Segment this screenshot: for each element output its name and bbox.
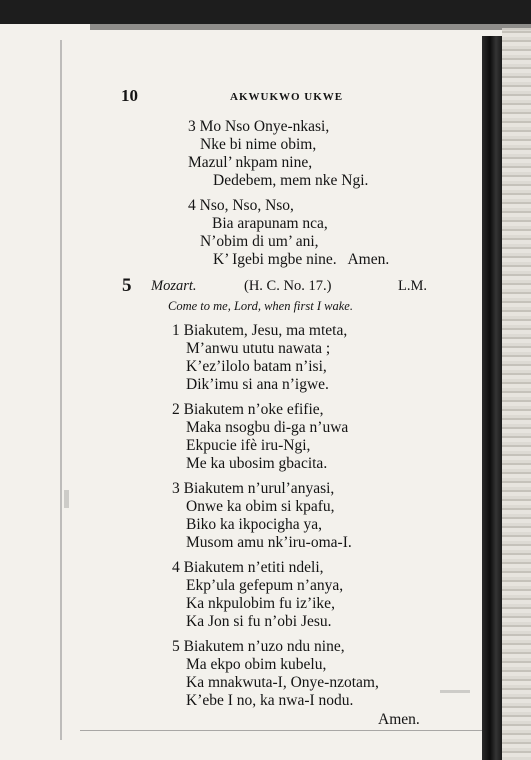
meter: L.M. <box>398 278 427 294</box>
verse-line: 1 Biakutem, Jesu, ma mteta, <box>172 322 348 339</box>
verse-line: K’ez’ilolo batam n’isi, <box>186 358 327 375</box>
page-bottom-edge <box>80 730 482 731</box>
hymn-number: 5 <box>122 275 132 296</box>
scan-speck <box>64 490 69 508</box>
running-head: AKWUKWO UKWE <box>230 91 344 103</box>
verse-line: 5 Biakutem n’uzo ndu nine, <box>172 638 345 655</box>
verse-line: Dik’imu si ana n’igwe. <box>186 376 329 393</box>
verse-line: K’ebe I no, ka nwa-I nodu. <box>186 692 354 709</box>
verse-line: Ka nkpulobim fu iz’ike, <box>186 595 335 612</box>
verse-line: 2 Biakutem n’oke efifie, <box>172 401 324 418</box>
verse-line: 4 Biakutem n’etiti ndeli, <box>172 559 324 576</box>
verse-line: K’ Igebi mgbe nine. Amen. <box>213 251 390 268</box>
verse-line: Onwe ka obim si kpafu, <box>186 498 335 515</box>
page-left-edge <box>60 40 62 740</box>
verse-line: Ka mnakwuta-I, Onye-nzotam, <box>186 674 379 691</box>
verse-line: Maka nsogbu di-ga n’uwa <box>186 419 349 436</box>
verse-line: Biko ka ikpocigha ya, <box>186 516 323 533</box>
page-number: 10 <box>121 86 138 105</box>
verse-line: 4 Nso, Nso, Nso, <box>188 197 294 214</box>
tune-name: Mozart. <box>151 278 197 294</box>
verse-line: N’obim di um’ ani, <box>200 233 319 250</box>
verse-line: Ka Jon si fu n’obi Jesu. <box>186 613 332 630</box>
hymn-subtitle: Come to me, Lord, when first I wake. <box>168 299 353 313</box>
verse-line: 3 Biakutem n’urul’anyasi, <box>172 480 335 497</box>
hymnal-reference: (H. C. No. 17.) <box>244 278 332 294</box>
verse-line: 3 Mo Nso Onye-nkasi, <box>188 118 330 135</box>
book-spine-shadow <box>482 36 502 760</box>
verse-line: Mazul’ nkpam nine, <box>188 154 313 171</box>
verse-line: Musom amu nk’iru-oma-I. <box>186 534 352 551</box>
verse-line: Ekpucie ifè iru-Ngi, <box>186 437 311 454</box>
verse-line: Dedebem, mem nke Ngi. <box>213 172 369 189</box>
scan-speck <box>440 690 470 693</box>
amen-closing: Amen. <box>378 711 420 728</box>
scan-top-edge <box>90 24 531 30</box>
verse-line: Me ka ubosim gbacita. <box>186 455 328 472</box>
verse-line: Ma ekpo obim kubelu, <box>186 656 327 673</box>
verse-line: M’anwu ututu nawata ; <box>186 340 331 357</box>
scan-top-shadow <box>0 0 531 24</box>
page-stack-edge <box>502 28 531 760</box>
verse-line: Bia arapunam nca, <box>212 215 328 232</box>
verse-line: Ekp’ula gefepum n’anya, <box>186 577 344 594</box>
verse-line: Nke bi nime obim, <box>200 136 317 153</box>
